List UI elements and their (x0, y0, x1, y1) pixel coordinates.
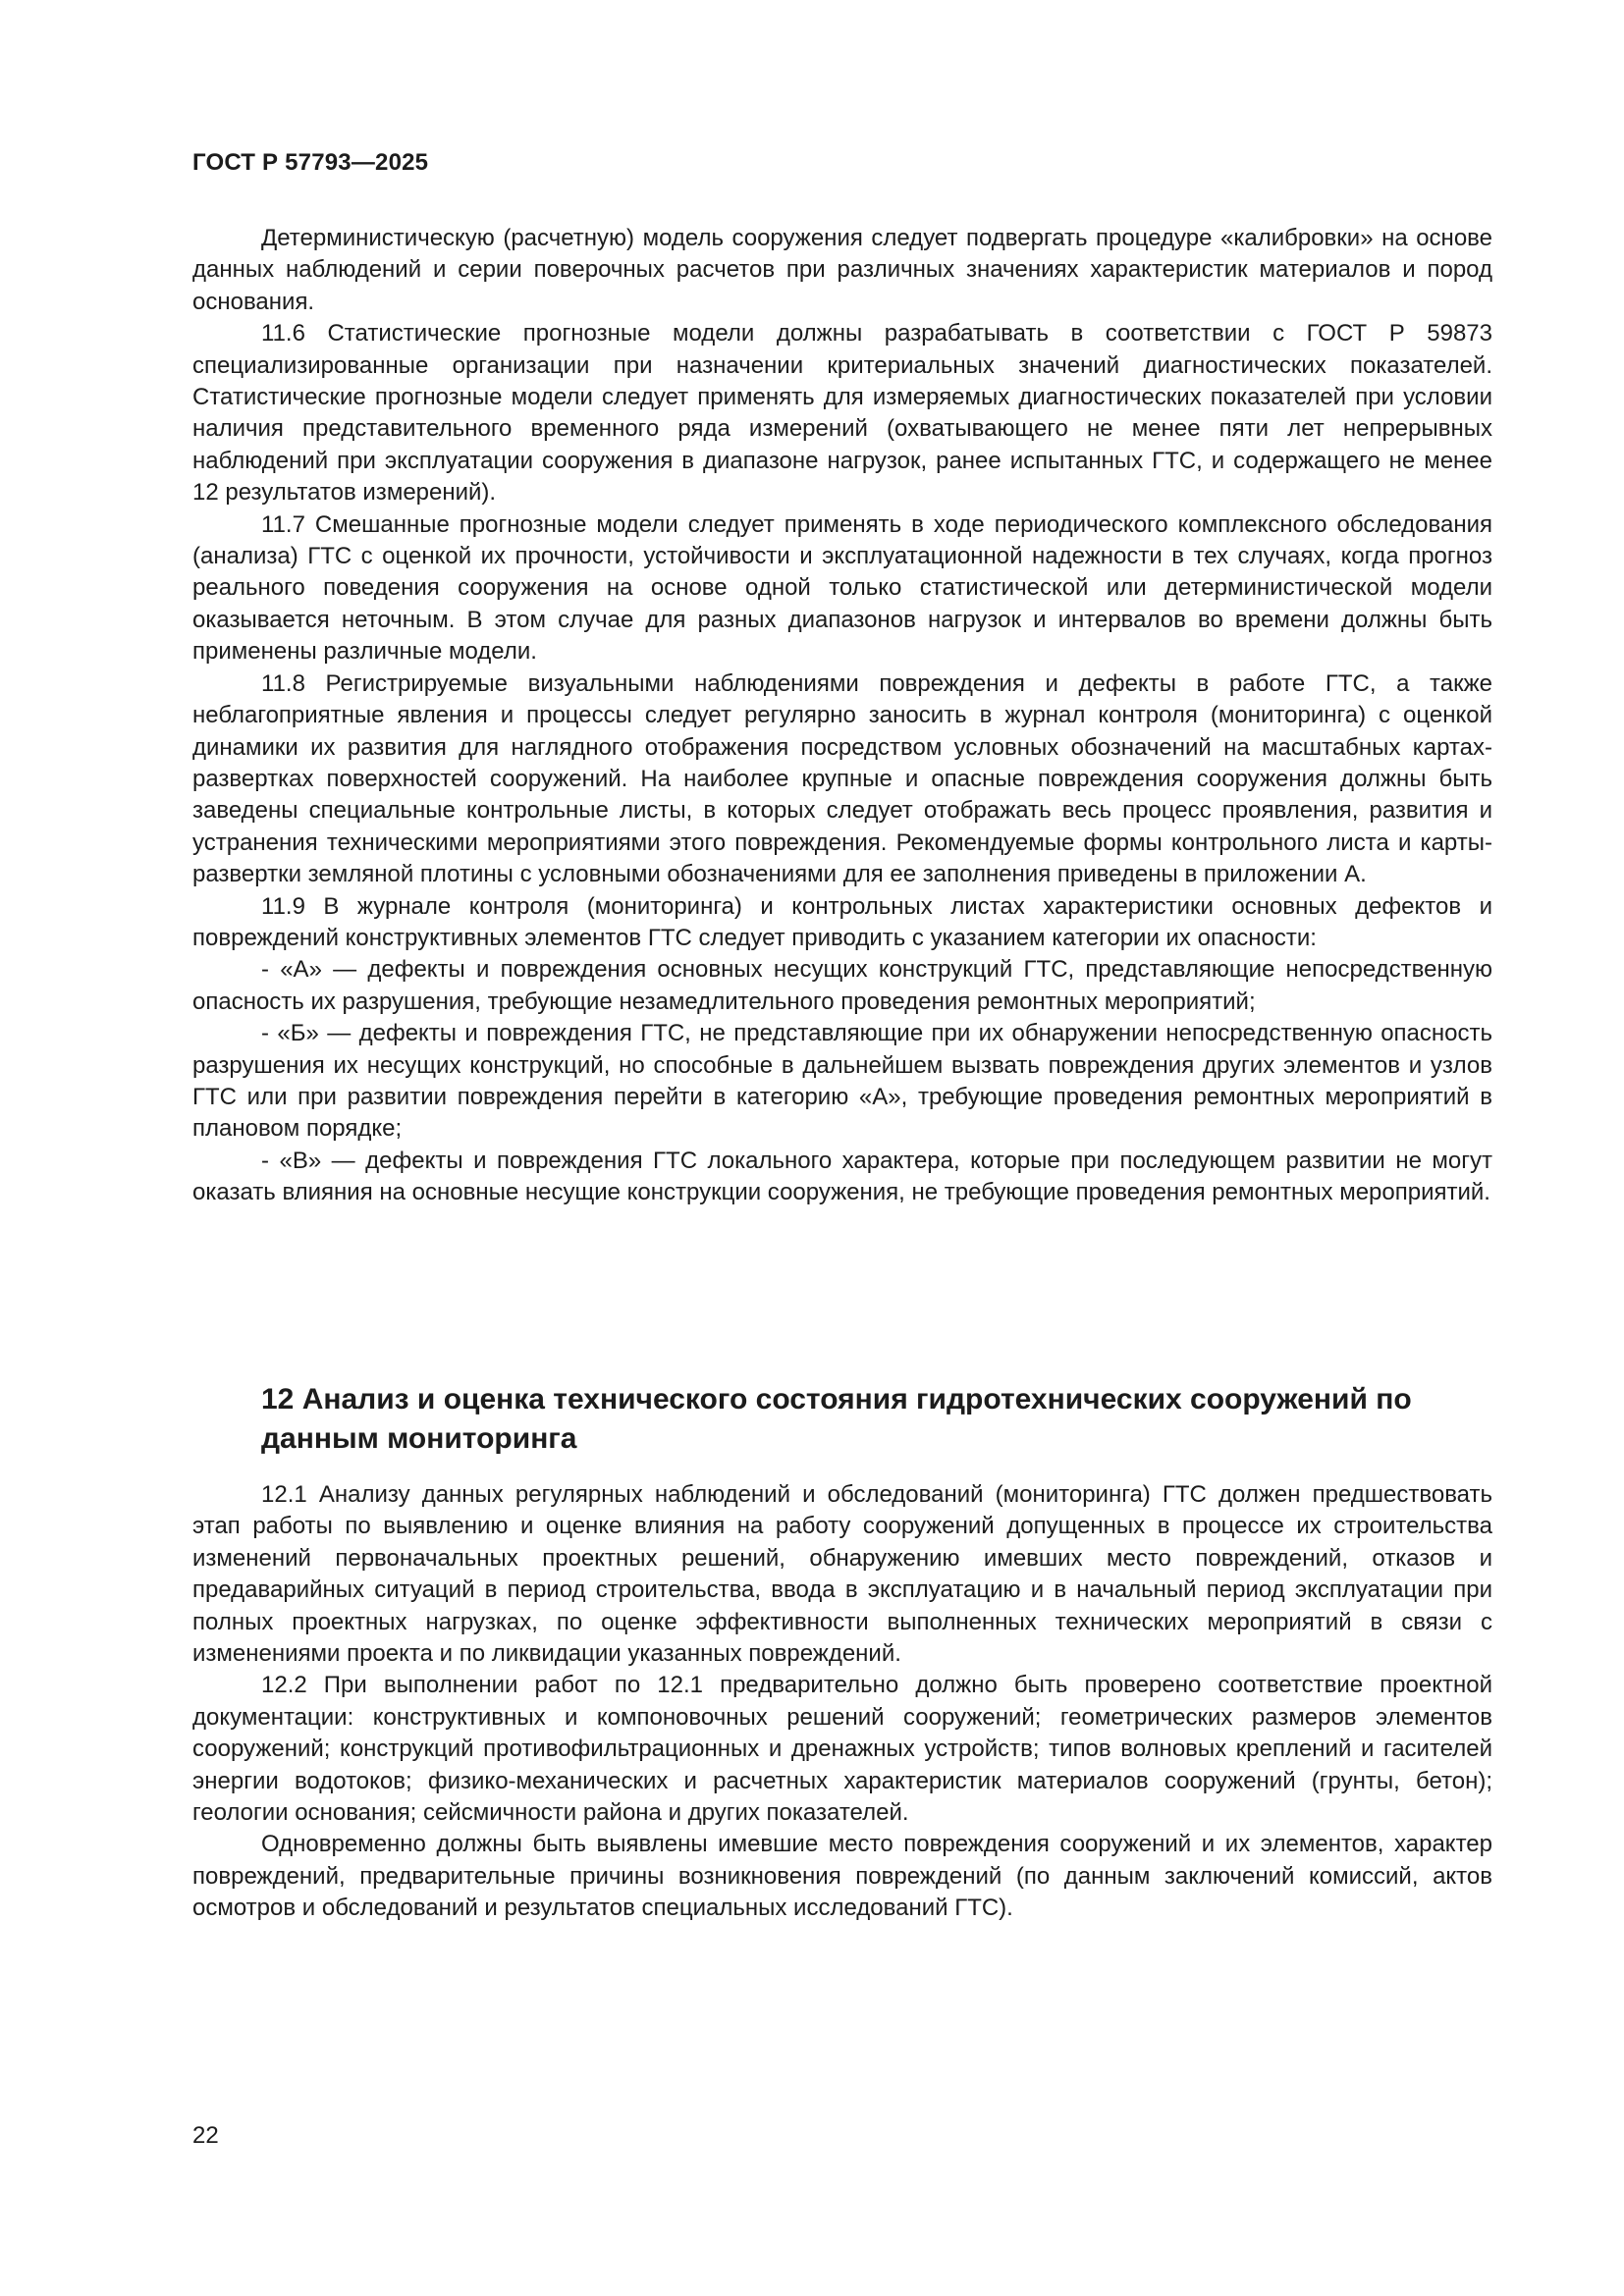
page-number: 22 (192, 2122, 219, 2149)
document-code-header: ГОСТ Р 57793—2025 (192, 149, 429, 176)
paragraph-12-2: 12.2 При выполнении работ по 12.1 предварительно должно быть проверено соответствие проектной документации: конструктивных и компоновочных решений сооружений; геометрических размеров элементов сооружений; конструкций противофильтрационных и дренажных устройств; типов волновых креплений и гасителей энергии водотоков; физико-механических и расчетных характеристик материалов сооружений (грунты, бетон); геологии основания; сейсмичности района и других показателей. (192, 1672, 1492, 1827)
paragraph-11-6: 11.6 Статистические прогнозные модели должны разрабатывать в соответствии с ГОСТ Р 59873 специализированные организации при назначении критериальных значений диагностических показателей. Статистические прогнозные модели следует применять для измеряемых диагностических показателей при условии наличия представительного временного ряда измерений (охватывающего не менее пяти лет непрерывных наблюдений при эксплуатации сооружения в диапазоне нагрузок, ранее испытанных ГТС, и содержащего не менее 12 результатов измерений). (192, 320, 1492, 507)
list-item-category-a: - «А» — дефекты и повреждения основных несущих конструкций ГТС, представляющие непосредственную опасность их разрушения, требующие незамедлительного проведения ремонтных мероприятий; (192, 956, 1492, 1015)
paragraph-11-7: 11.7 Смешанные прогнозные модели следует применять в ходе периодического комплексного обследования (анализа) ГТС с оценкой их прочности, устойчивости и эксплуатационной надежности в тех случаях, когда прогноз реального поведения сооружения на основе одной только статистической или детерминистической модели оказывается неточным. В этом случае для разных диапазонов нагрузок и интервалов во времени должны быть применены различные модели. (192, 510, 1492, 666)
paragraph-12-1: 12.1 Анализу данных регулярных наблюдений и обследований (мониторинга) ГТС должен предшествовать этап работы по выявлению и оценке влияния на работу сооружений допущенных в процессе их строительства изменений первоначальных проектных решений, обнаружению имевших место повреждений, отказов и предаварийных ситуаций в период строительства, ввода в эксплуатацию и в начальный период эксплуатации при полных проектных нагрузках, по оценке эффективности выполненных технических мероприятий в связи с изменениями проекта и по ликвидации указанных повреждений. (192, 1481, 1492, 1668)
paragraph-11-8: 11.8 Регистрируемые визуальными наблюдениями повреждения и дефекты в работе ГТС, а также неблагоприятные явления и процессы следует регулярно заносить в журнал контроля (мониторинга) с оценкой динамики их развития для наглядного отображения посредством условных обозначений на масштабных картах-развертках поверхностей сооружений. На наиболее крупные и опасные повреждения сооружения должны быть заведены специальные контрольные листы, в которых следует отображать весь процесс проявления, развития и устранения техническими мероприятиями этого повреждения. Рекомендуемые формы контрольного листа и карты-развертки земляной плотины с условными обозначениями для ее заполнения приведены в приложении А. (192, 669, 1492, 888)
list-item-category-v: - «В» — дефекты и повреждения ГТС локального характера, которые при последующем развитии не могут оказать влияния на основные несущие конструкции сооружения, не требующие проведения ремонтных мероприятий. (192, 1147, 1492, 1206)
body-text-bottom (192, 1479, 1492, 1925)
list-item-category-b: - «Б» — дефекты и повреждения ГТС, не представляющие при их обнаружении непосредственную опасность разрушения их несущих конструкций, но способные в дальнейшем вызвать повреждения других элементов и узлов ГТС или при развитии повреждения перейти в категорию «А», требующие проведения ремонтных мероприятий в плановом порядке; (192, 1020, 1492, 1143)
section-12-heading: 12 Анализ и оценка технического состояния гидротехнических сооружений по данным мониторинга (261, 1383, 1412, 1455)
paragraph-calibration: Детерминистическую (расчетную) модель сооружения следует подвергать процедуре «калибровки» на основе данных наблюдений и серии поверочных расчетов при различных значениях характеристик материалов и пород основания. (192, 225, 1492, 315)
paragraph-11-9: 11.9 В журнале контроля (мониторинга) и контрольных листах характеристики основных дефектов и повреждений конструктивных элементов ГТС следует приводить с указанием категории их опасности: (192, 892, 1492, 951)
paragraph-simultaneously: Одновременно должны быть выявлены имевшие место повреждения сооружений и их элементов, характер повреждений, предварительные причины возникновения повреждений (по данным заключений комиссий, актов осмотров и обследований и результатов специальных исследований ГТС). (192, 1831, 1492, 1922)
body-text-top (192, 223, 1492, 1209)
